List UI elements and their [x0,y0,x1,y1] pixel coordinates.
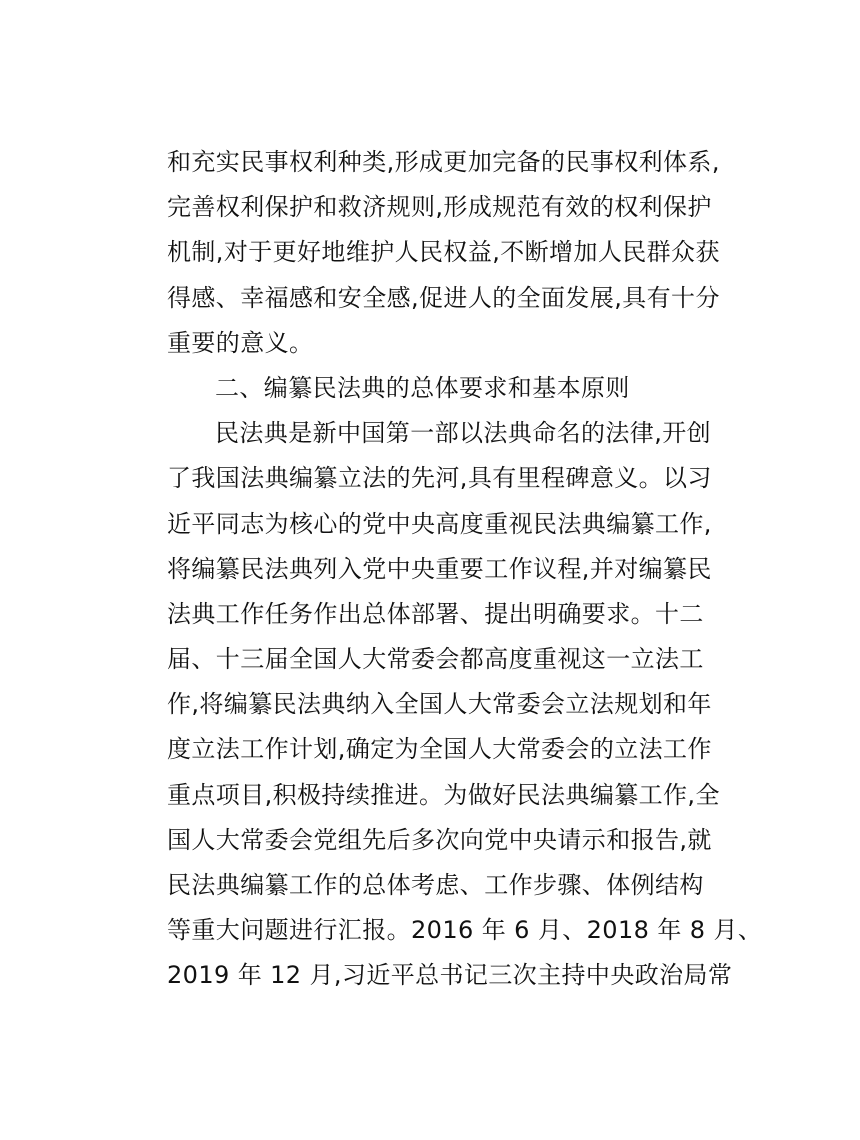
text-line: 届、十三届全国人大常委会都高度重视这一立法工 [167,645,704,674]
text-line: 2019 年 12 月,习近平总书记三次主持中央政治局常 [167,961,733,990]
paragraph-main [167,411,763,998]
text-line: 法典工作任务作出总体部署、提出明确要求。十二 [167,599,704,628]
text-line: 了我国法典编纂立法的先河,具有里程碑意义。以习 [167,464,712,493]
text-line: 度立法工作计划,确定为全国人大常委会的立法工作 [167,735,712,764]
text-line: 重要的意义。 [167,328,314,357]
text-line: 将编纂民法典列入党中央重要工作议程,并对编纂民 [167,554,712,583]
text-line: 重点项目,积极持续推进。为做好民法典编纂工作,全 [167,780,720,809]
text-line: 和充实民事权利种类,形成更加完备的民事权利体系, [167,148,720,176]
text-line: 国人大常委会党组先后多次向党中央请示和报告,就 [167,825,712,854]
text-line: 得感、幸福感和安全感,促进人的全面发展,具有十分 [167,283,720,312]
paragraph-continued [167,140,720,366]
text-line: 近平同志为核心的党中央高度重视民法典编纂工作, [167,509,712,538]
section-heading: 二、编纂民法典的总体要求和基本原则 [215,373,630,402]
text-line: 机制,对于更好地维护人民权益,不断增加人民群众获 [167,238,720,267]
text-line: 完善权利保护和救济规则,形成规范有效的权利保护 [167,193,712,222]
text-line: 等重大问题进行汇报。2016 年 6 月、2018 年 8 月、 [167,916,763,945]
document-body [167,140,763,999]
text-line: 民法典编纂工作的总体考虑、工作步骤、体例结构 [167,871,704,899]
text-line: 作,将编纂民法典纳入全国人大常委会立法规划和年 [167,690,712,719]
text-line: 民法典是新中国第一部以法典命名的法律,开创 [215,419,712,448]
